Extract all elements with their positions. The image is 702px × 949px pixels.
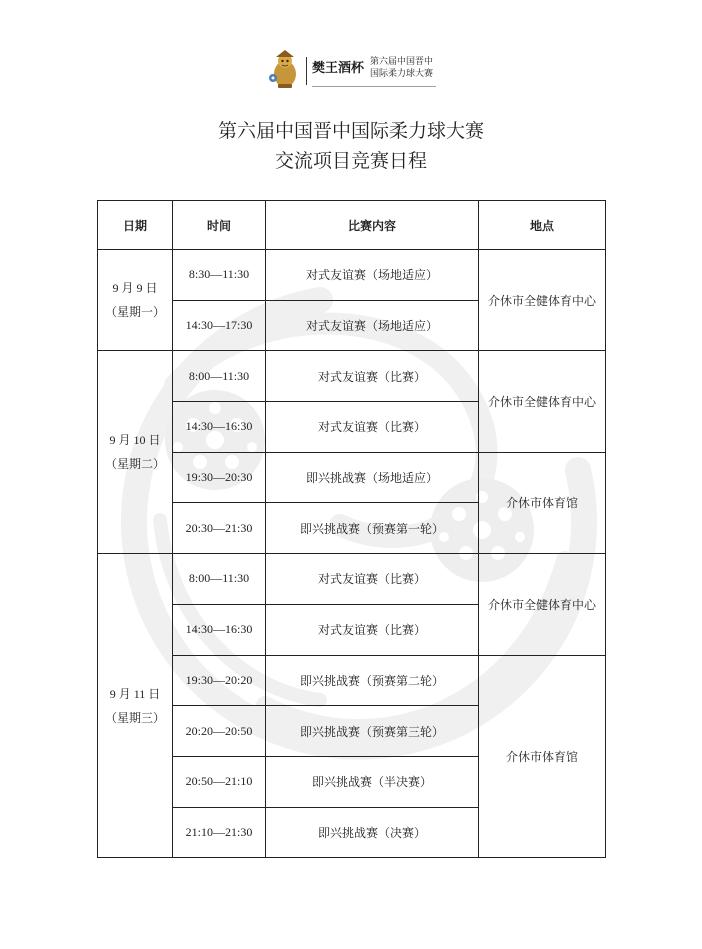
event-name (370, 56, 433, 80)
event-cell: 对式友谊赛（场地适应） (266, 250, 479, 301)
date-text: 9 月 10 日 (109, 433, 161, 448)
event-cell: 对式友谊赛（比赛） (266, 402, 479, 453)
time-cell: 19:30—20:30 (173, 452, 266, 503)
time-cell: 20:30—21:30 (173, 503, 266, 554)
table-row (98, 351, 606, 402)
table-row (98, 452, 606, 503)
venue-cell: 介休市全健体育中心 (479, 250, 606, 351)
schedule-table (97, 200, 606, 858)
table-row (98, 554, 606, 605)
time-cell: 8:30—11:30 (173, 250, 266, 301)
venue-cell: 介休市体育馆 (479, 452, 606, 553)
date-text: 9 月 9 日 (112, 281, 158, 296)
event-cell: 对式友谊赛（比赛） (266, 604, 479, 655)
date-text: 9 月 11 日 (109, 686, 161, 701)
event-name-line2: 国际柔力球大赛 (370, 69, 434, 79)
weekday-text: （星期一） (104, 305, 165, 320)
event-cell: 对式友谊赛（场地适应） (266, 300, 479, 351)
table-row (98, 250, 606, 301)
column-header-time: 时间 (173, 201, 266, 250)
venue-cell: 介休市体育馆 (479, 655, 606, 858)
event-cell: 即兴挑战赛（决赛） (266, 807, 479, 858)
column-header-date: 日期 (98, 201, 173, 250)
date-cell (98, 351, 173, 554)
event-cell: 即兴挑战赛（半决赛） (266, 756, 479, 807)
weekday-text: （星期三） (104, 710, 165, 725)
event-cell: 即兴挑战赛（预赛第二轮） (266, 655, 479, 706)
time-cell: 19:30—20:20 (173, 655, 266, 706)
date-cell (98, 250, 173, 351)
title-line1: 第六届中国晋中国际柔力球大赛 (217, 120, 484, 142)
column-header-event: 比赛内容 (266, 201, 479, 250)
time-cell: 8:00—11:30 (173, 554, 266, 605)
time-cell: 14:30—16:30 (173, 604, 266, 655)
column-header-venue: 地点 (479, 201, 606, 250)
event-name-line1: 第六届中国晋中 (370, 57, 434, 67)
logo-divider (306, 57, 307, 85)
page-title (0, 116, 702, 176)
table-header-row (98, 201, 606, 250)
weekday-text: （星期二） (104, 457, 165, 472)
event-cell: 即兴挑战赛（场地适应） (266, 452, 479, 503)
mascot-icon (266, 48, 302, 92)
logo-subline (312, 86, 436, 87)
time-cell: 20:50—21:10 (173, 756, 266, 807)
date-cell (98, 554, 173, 858)
event-logo (266, 48, 442, 94)
event-cell: 对式友谊赛（比赛） (266, 554, 479, 605)
title-line2: 交流项目竞赛日程 (274, 150, 427, 172)
event-cell: 即兴挑战赛（预赛第三轮） (266, 706, 479, 757)
venue-cell: 介休市全健体育中心 (479, 554, 606, 655)
table-row (98, 655, 606, 706)
brand-name: 樊王酒杯 (312, 61, 365, 76)
time-cell: 8:00—11:30 (173, 351, 266, 402)
time-cell: 14:30—17:30 (173, 300, 266, 351)
time-cell: 14:30—16:30 (173, 402, 266, 453)
time-cell: 21:10—21:30 (173, 807, 266, 858)
venue-cell: 介休市全健体育中心 (479, 351, 606, 452)
event-cell: 对式友谊赛（比赛） (266, 351, 479, 402)
time-cell: 20:20—20:50 (173, 706, 266, 757)
event-cell: 即兴挑战赛（预赛第一轮） (266, 503, 479, 554)
